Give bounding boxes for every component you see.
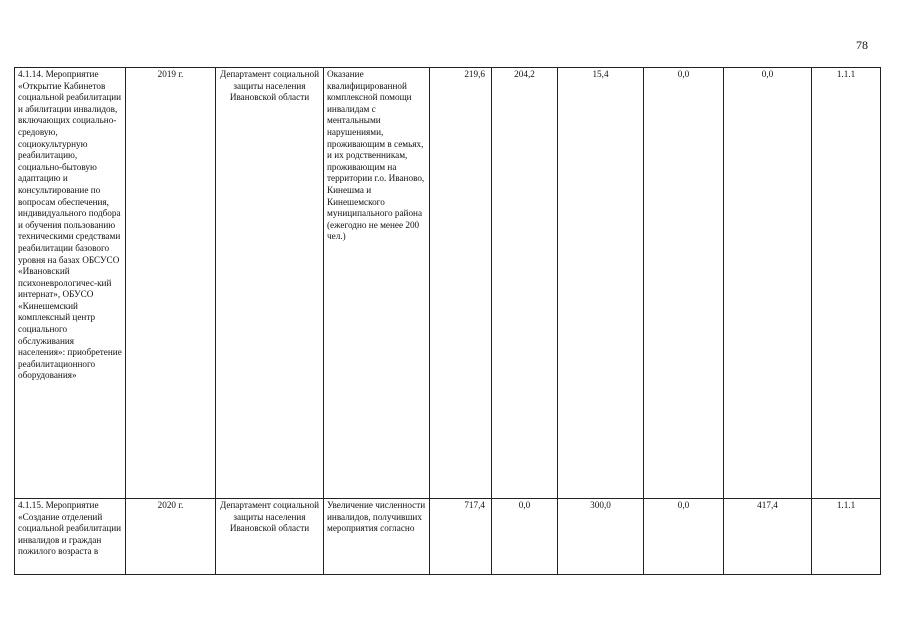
activity-name-cell: 4.1.14. Мероприятие «Открытие Кабинетов социальной реабилитации и абилитации инвалидов, включающих социально-средовую, социокультурную реабилитацию, социально-бытовую адаптацию и консультирование по вопросам обеспечения, индивидуального подбора и обучения пользованию техническими средствами реабилитации базового уровня на базах ОБСУСО «Ивановский психоневрологичес-кий интернат», ОБУСО «Кинешемский комплексный центр социального обслуживания населения»: приобретение реабилитационного оборудования» (15, 68, 126, 499)
result-cell: Оказание квалифицированной комплексной помощи инвалидам с ментальными нарушениями, проживающим в семьях, и их родственникам, проживающим на территории г.о. Иваново, Кинешма и Кинешемского муниципального района (ежегодно не менее 200 чел.) (324, 68, 430, 499)
table-row (15, 499, 881, 575)
total-cell: 717,4 (430, 499, 492, 575)
value-cell: 0,0 (644, 499, 724, 575)
program-table (14, 67, 881, 575)
value-cell: 0,0 (644, 68, 724, 499)
value-cell: 204,2 (492, 68, 558, 499)
year-cell: 2020 г. (126, 499, 216, 575)
code-cell: 1.1.1 (812, 499, 881, 575)
result-cell: Увеличение численности инвалидов, получивших мероприятия согласно (324, 499, 430, 575)
executor-cell: Департамент социальной защиты населения Ивановской области (216, 68, 324, 499)
year-cell: 2019 г. (126, 68, 216, 499)
value-cell: 15,4 (558, 68, 644, 499)
value-cell: 417,4 (724, 499, 812, 575)
table-row (15, 68, 881, 499)
executor-cell: Департамент социальной защиты населения Ивановской области (216, 499, 324, 575)
activity-name-cell: 4.1.15. Мероприятие «Создание отделений социальной реабилитации инвалидов и граждан пожилого возраста в (15, 499, 126, 575)
total-cell: 219,6 (430, 68, 492, 499)
code-cell: 1.1.1 (812, 68, 881, 499)
value-cell: 0,0 (492, 499, 558, 575)
page-number: 78 (856, 38, 868, 52)
value-cell: 0,0 (724, 68, 812, 499)
value-cell: 300,0 (558, 499, 644, 575)
